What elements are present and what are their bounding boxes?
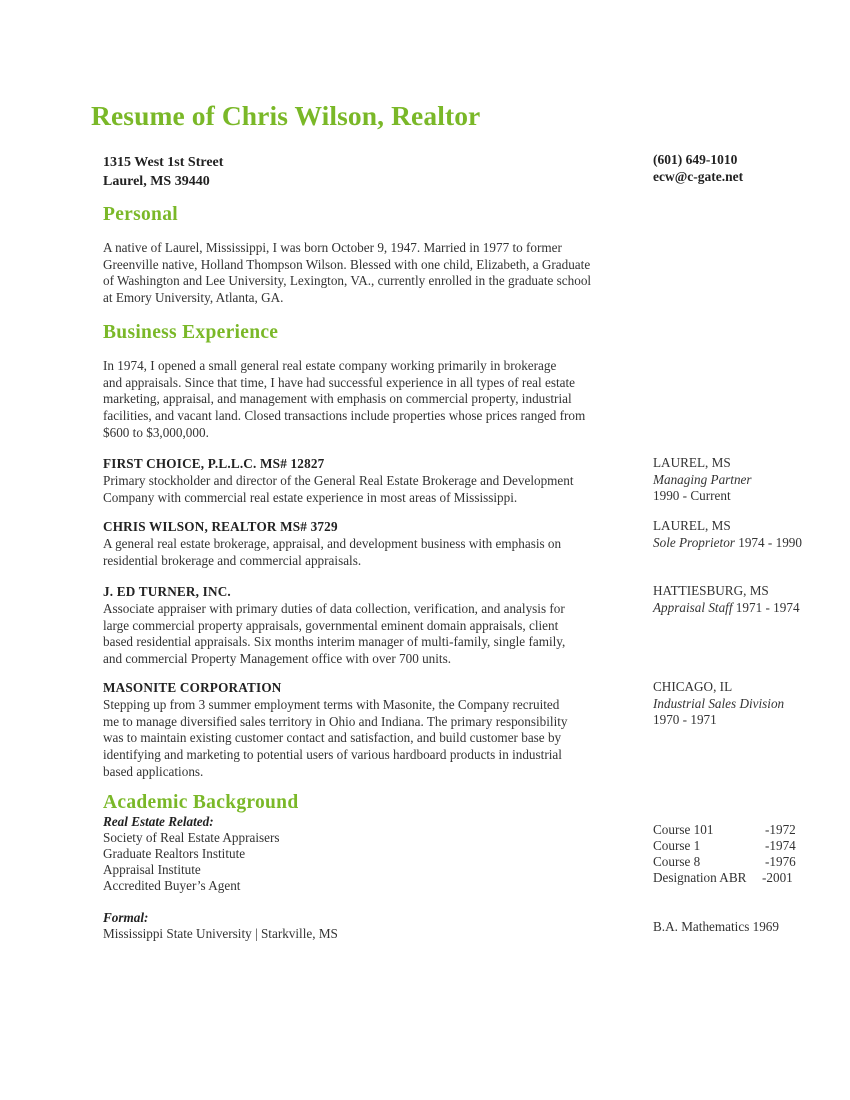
course-name: Course 1 (653, 838, 701, 853)
job-line: Primary stockholder and director of the General Real Estate Brokerage and Development (103, 473, 574, 488)
course-year: -2001 (762, 870, 793, 885)
job-location: CHICAGO, IL (653, 679, 733, 694)
academic-heading: Academic Background (103, 792, 299, 813)
course-list (653, 822, 796, 886)
job-line: and commercial Property Management office with over 700 units. (103, 651, 452, 667)
job-location: HATTIESBURG, MS (653, 583, 769, 598)
formal-education (103, 910, 338, 942)
formal-degree: B.A. Mathematics 1969 (653, 919, 779, 934)
job-line: Stepping up from 3 summer employment terms with Masonite, the Company recruited (103, 697, 560, 712)
job-title: MASONITE CORPORATION (103, 680, 282, 695)
job-line: based applications. (103, 763, 204, 779)
job-role: Managing Partner (653, 471, 752, 487)
email-address: ecw@c-gate.net (653, 169, 744, 184)
job-line: A general real estate brokerage, appraisal, and development business with emphasis on (103, 536, 562, 551)
personal-line: Greenville native, Holland Thompson Wilson. Blessed with one child, Elizabeth, a Graduate (103, 256, 591, 272)
job-description (103, 601, 633, 668)
formal-label: Formal: (103, 910, 149, 925)
job-role: Appraisal Staff (653, 599, 733, 615)
page-title: Resume of Chris Wilson, Realtor (91, 100, 481, 131)
list-item: Accredited Buyer’s Agent (103, 878, 241, 893)
business-intro-line: facilities, and vacant land. Closed transactions include properties whose prices ranged from (103, 408, 586, 424)
address-block (103, 153, 223, 191)
address-line-1: 1315 West 1st Street (103, 155, 224, 170)
contact-block (653, 151, 743, 185)
job-line: identifying and marketing to potential users of various hardboard products in industrial (103, 747, 562, 763)
business-intro-line: In 1974, I opened a small general real estate company working primarily in brokerage (103, 358, 557, 373)
job-line: residential brokerage and commercial appraisals. (103, 552, 362, 568)
job-meta (653, 583, 800, 616)
job-meta (653, 518, 802, 551)
course-year: -1974 (765, 838, 796, 853)
job-meta (653, 455, 752, 505)
job-description (103, 536, 633, 569)
phone-number: (601) 649-1010 (653, 152, 738, 167)
course-name: Course 8 (653, 854, 701, 869)
business-intro-line: $600 to $3,000,000. (103, 424, 209, 440)
job-description (103, 697, 633, 781)
job-meta (653, 679, 784, 729)
job-location: LAUREL, MS (653, 455, 731, 470)
job-dates: 1990 - Current (653, 488, 731, 504)
course-name: Designation ABR (653, 870, 747, 885)
job-title: J. ED TURNER, INC. (103, 584, 231, 599)
job-title: CHRIS WILSON, REALTOR MS# 3729 (103, 519, 338, 534)
job-location: LAUREL, MS (653, 518, 731, 533)
job-dates: 1971 - 1974 (735, 599, 800, 615)
course-row (653, 854, 796, 870)
personal-line: of Washington and Lee University, Lexington, VA., currently enrolled in the graduate school (103, 273, 592, 289)
job-line: Associate appraiser with primary duties of data collection, verification, and analysis for (103, 601, 565, 616)
job-line: was to maintain existing customer contact and satisfaction, and build customer base by (103, 730, 562, 746)
real-estate-list (103, 830, 280, 894)
business-heading: Business Experience (103, 322, 279, 343)
job-line: large commercial property appraisals, governmental eminent domain appraisals, client (103, 617, 559, 633)
personal-paragraph (103, 240, 633, 307)
job-line: based residential appraisals. Six months interim manager of multi-family, single family, (103, 634, 566, 650)
job-dates: 1974 - 1990 (738, 534, 802, 550)
course-year: -1972 (765, 822, 796, 837)
personal-line: at Emory University, Atlanta, GA. (103, 290, 284, 306)
job-entry (103, 584, 633, 668)
job-entry (103, 519, 633, 569)
list-item: Graduate Realtors Institute (103, 846, 246, 861)
job-dates: 1970 - 1971 (653, 712, 717, 728)
job-entry (103, 680, 633, 781)
list-item: Appraisal Institute (103, 862, 201, 877)
personal-heading: Personal (103, 204, 178, 225)
job-description (103, 473, 633, 506)
course-name: Course 101 (653, 822, 714, 837)
list-item: Society of Real Estate Appraisers (103, 830, 280, 845)
job-entry (103, 456, 633, 506)
job-line: Company with commercial real estate experience in most areas of Mississippi. (103, 489, 518, 505)
real-estate-label: Real Estate Related: (103, 814, 214, 829)
address-line-2: Laurel, MS 39440 (103, 174, 210, 189)
formal-school: Mississippi State University | Starkville, MS (103, 926, 338, 941)
job-role: Industrial Sales Division (653, 695, 785, 711)
business-intro-line: and appraisals. Since that time, I have had successful experience in all types of real estate (103, 374, 576, 390)
business-intro (103, 358, 633, 442)
job-title: FIRST CHOICE, P.L.L.C. MS# 12827 (103, 456, 325, 471)
business-intro-line: marketing, appraisal, and management with emphasis on commercial property, industrial (103, 391, 572, 407)
course-row (653, 870, 796, 886)
course-row (653, 838, 796, 854)
course-row (653, 822, 796, 838)
real-estate-education (103, 814, 280, 894)
course-year: -1976 (765, 854, 796, 869)
job-role: Sole Proprietor (653, 534, 735, 550)
job-line: me to manage diversified sales territory in Ohio and Indiana. The primary responsibility (103, 713, 568, 729)
personal-line: A native of Laurel, Mississippi, I was born October 9, 1947. Married in 1977 to former (103, 240, 562, 255)
